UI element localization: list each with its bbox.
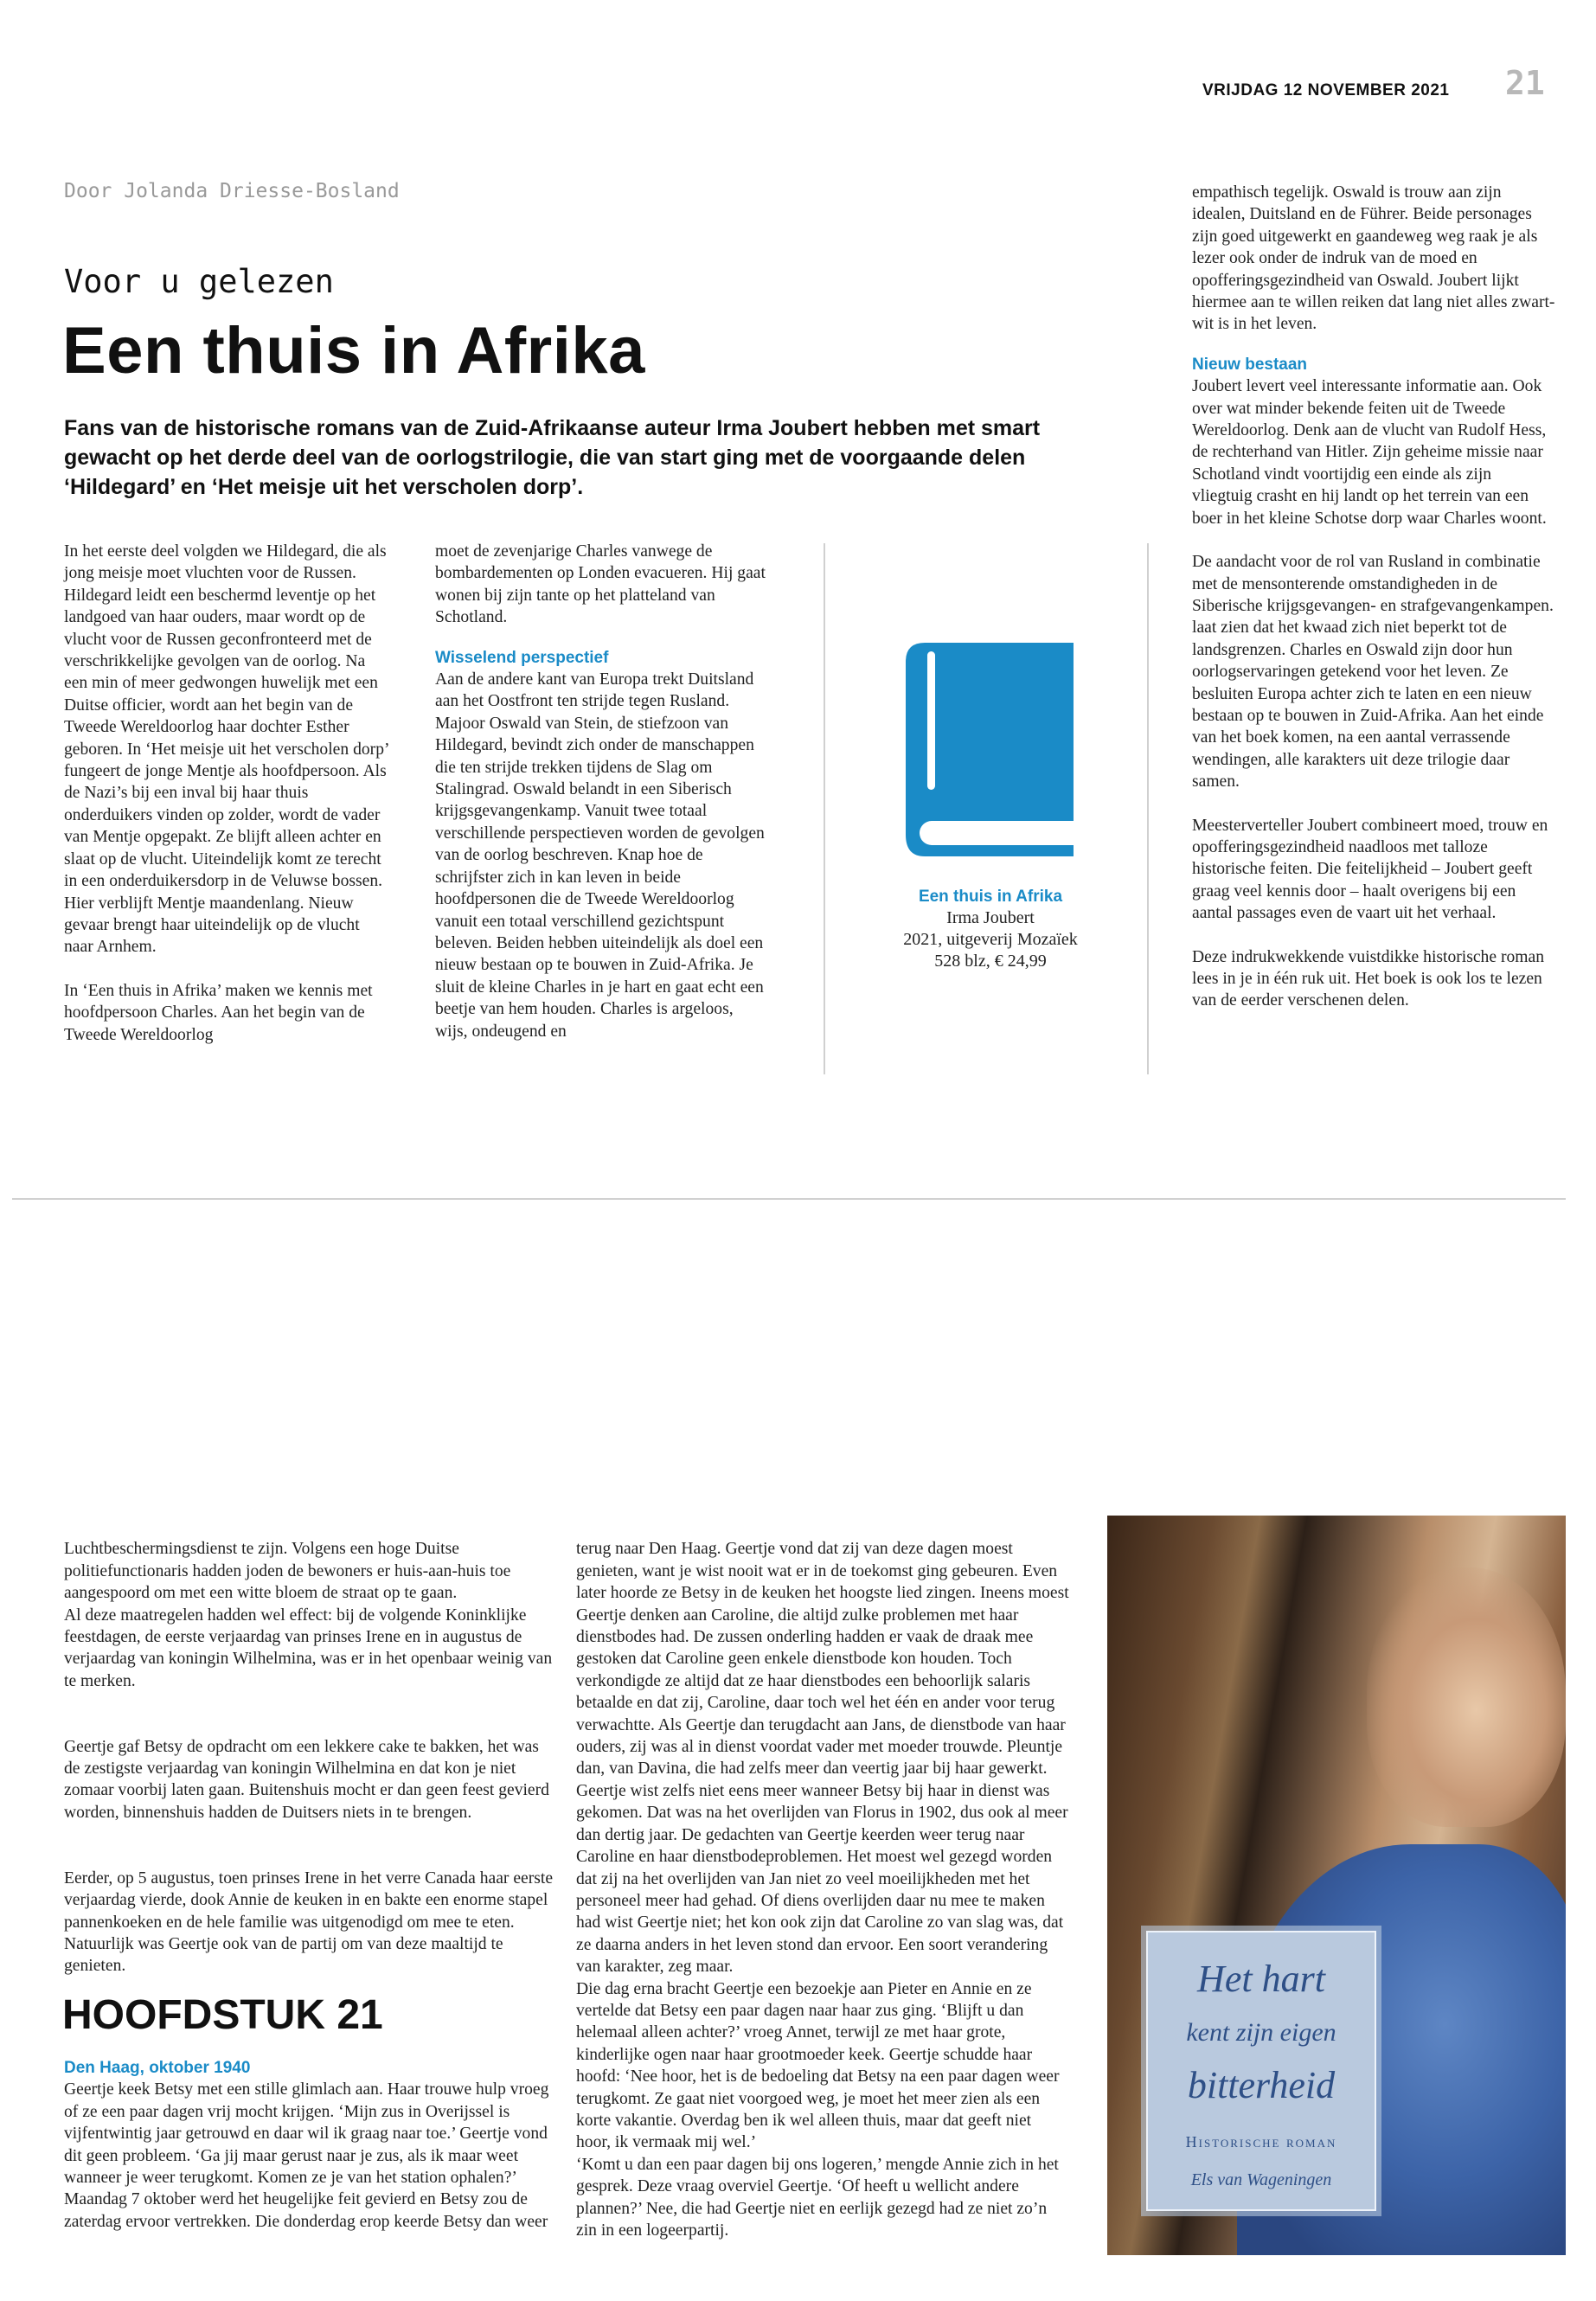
article-paragraph: In het eerste deel volgden we Hildegard, die als jong meisje moet vluchten voor de Russen. Hildegard leidt een beschermd leventje op het landgoed van haar ouders, maar wordt op de vlucht voor de Russen geconfronteerd met de verschrikkelijke gevolgen van de oorlog. Na een min of meer gedwongen huwelijk met een Duitse officier, wordt aan het begin van de Tweede Wereldoorlog haar dochter Esther geboren. In ‘Het meisje uit het verscholen dorp’ fungeert de jonge Mentje als hoofdpersoon. Als de Nazi’s bij een inval bij haar thuis onderduikers vinden op zolder, wordt de vader van Mentje opgepakt. Ze blijft alleen achter en slaat op de vlucht. Uiteindelijk komt ze terecht in een onderduikersdorp in de Veluwse bossen. Hier verblijft Mentje maandenlang. Nieuw gevaar brengt haar uiteindelijk op de vlucht naar Arnhem. (64, 542, 389, 957)
cover-title-line-1: Het hart (1197, 1958, 1325, 2000)
article-paragraph: Meesterverteller Joubert combineert moed, trouw en opofferingsgezindheid naadloos met talloze historische feiten. Die feitelijkheid – Joubert geeft graag veel kennis door – haalt overigens bij een aantal passages even de vaart uit het verhaal. (1192, 816, 1548, 923)
chapter-body (64, 2057, 557, 2233)
page-number: 21 (1505, 64, 1545, 102)
article-paragraph: moet de zevenjarige Charles vanwege de bombardementen op Londen evacueren. Hij gaat wonen bij zijn tante op het platteland van Schotland. (435, 542, 766, 627)
article-paragraph: Joubert levert veel interessante informatie aan. Ook over wat minder bekende feiten uit de Tweede Wereldoorlog. Denk aan de vlucht van Rudolf Hess, de rechterhand van Hitler. Zijn geheime missie naar Schotland vindt voortijdig een einde als zijn vliegtuig crasht en hij landt op het terrein van een boer in het kleine Schotse dorp waar Charles woont. (1192, 377, 1547, 528)
serial-paragraph: terug naar Den Haag. Geertje vond dat zij van deze dagen moest genieten, want je wist nooit wat er in de toekomst ging gebeuren. Even later hoorde ze Betsy in de keuken het hoogste lied zingen. Ineens moest Geertje denken aan Caroline, die altijd zulke problemen met haar dienstbodes had. De zussen onderling hadden er vaak de draak mee gestoken dat Caroline geen enkele dienstbode kon houden. Toch verkondigde ze altijd dat ze haar dienstbodes een behoorlijk salaris betaalde en dat zij, Caroline, daar toch wel het één en ander voor terug verwachtte. Als Geertje dan terugdacht aan Jans, de dienstbode van haar ouders, zij was al in dienst voordat vader met moeder trouwde. Pleuntje dan, van Davina, die had zelfs meer dan veertig jaar bij haar gewerkt. Geertje wist zelfs niet eens meer wanneer Betsy bij haar in dienst was gekomen. Dat was na het overlijden van Florus in 1902, dus ook al meer dan dertig jaar. De gedachten van Geertje keerden weer terug naar Caroline en haar dienstbodeproblemen. Het moest wel gezegd worden dat zij na het overlijden van Jan niet zo veel moeilijkheden met het personeel meer had gehad. Of diens overlijden daar nu mee te maken had wist Geertje niet; het kon ook zijn dat Caroline zo van slag was, dat ze daarna anders in het leven stond dan ervoor. Een soort verandering van karakter, zeg maar. Die dag erna bracht Geertje een bezoekje aan Pieter en Annie en ze vertelde dat Betsy een paar dagen naar haar zus ging. ‘Blijft u dan helemaal alleen achter?’ vroeg Annet, terwijl ze met haar grote, kinderlijke ogen naar haar grootmoeder keek. Geertje schudde haar hoofd: ‘Nee hoor, het is de bedoeling dat Betsy na een paar dagen weer terugkomt. Ze gaat niet voorgoed weg, je moet het meer zien als een korte vakantie. Overdag ben ik wel alleen thuis, maar dat geeft niet hoor, ik vermaak mij wel.’ ‘Komt u dan een paar dagen bij ons logeren,’ mengde Annie zich in het gesprek. Deze vraag overviel Geertje. ‘Of heeft u wellicht andere plannen?’ Nee, die had Geertje niet en eerlijk gezegd had ze niet zo’n zin in een logeerpartij. (576, 1540, 1069, 2240)
book-cover (1107, 1516, 1566, 2255)
serial-paragraph: Geertje gaf Betsy de opdracht om een lekkere cake te bakken, het was de zestigste verjaardag van koningin Wilhelmina en dat kon je niet zomaar voorbij laten gaan. Buitenshuis mocht er dan geen feest gevierd worden, binnenshuis hadden de Duitsers niets in te brengen. (64, 1737, 549, 1822)
column-divider (1147, 543, 1149, 1074)
subhead-nieuw-bestaan: Nieuw bestaan (1192, 355, 1308, 374)
article-paragraph: In ‘Een thuis in Afrika’ maken we kennis met hoofdpersoon Charles. Aan het begin van de Tweede Wereldoorlog (64, 981, 373, 1044)
serial-column-middle (576, 1516, 1069, 2264)
article-paragraph: empathisch tegelijk. Oswald is trouw aan zijn idealen, Duitsland en de Führer. Beide personages zijn goed uitgewerkt en gaandeweg weg raak je als lezer ook onder de indruk van de moed en opofferingsgezindheid van Oswald. Joubert lijkt hiermee aan te willen reiken dat lang niet alles zwart-wit is in het leven. (1192, 183, 1555, 334)
kicker: Voor u gelezen (64, 263, 334, 300)
page-date: VRIJDAG 12 NOVEMBER 2021 (1202, 81, 1450, 99)
cover-author: Els van Wageningen (1190, 2170, 1332, 2189)
article-column-4 (1192, 182, 1555, 1012)
cover-figure (1367, 1567, 1566, 1827)
book-info-price: 528 blz, € 24,99 (934, 952, 1047, 971)
cover-genre: Historische roman (1185, 2133, 1337, 2150)
article-paragraph: Deze indrukwekkende vuistdikke historische roman lees in je in één ruk uit. Het boek is ook los te lezen van de eerder verschenen delen. (1192, 947, 1545, 1010)
article-paragraph: Aan de andere kant van Europa trekt Duitsland aan het Oostfront ten strijde tegen Rusland. Majoor Oswald van Stein, de stiefzoon van Hildegard, bevindt zich onder de manschappen die ten strijde trekken tijdens de Slag om Stalingrad. Oswald belandt in een Siberisch krijgsgevangenkamp. Vanuit twee totaal verschillende perspectieven worden de gevolgen van de oorlog beschreven. Knap hoe de schrijfster zich in kan leven in beide hoofdpersonen die de Tweede Wereldoorlog vanuit een totaal verschillend gezichtspunt beleven. Beiden hebben uiteindelijk als doel een nieuw bestaan op te bouwen in Zuid-Afrika. Je sluit de kleine Charles in je hart en gaat echt een beetje van hem houden. Charles is argeloos, wijs, ondeugend en (435, 670, 765, 1041)
article-column-1 (64, 541, 393, 1046)
book-info-publisher: 2021, uitgeverij Mozaïek (903, 930, 1078, 950)
book-icon (906, 643, 1074, 856)
chapter-subhead: Den Haag, oktober 1940 (64, 2059, 251, 2077)
byline: Door Jolanda Driesse-Bosland (64, 180, 400, 202)
cover-title-line-2: kent zijn eigen (1186, 2018, 1336, 2047)
book-info-title: Een thuis in Afrika (918, 888, 1063, 906)
subhead-wisselend-perspectief: Wisselend perspectief (435, 648, 609, 667)
column-divider (824, 543, 825, 1074)
serial-paragraph: Luchtbeschermingsdienst te zijn. Volgens een hoge Duitse politiefunctionaris hadden joden de bewoners er huis-aan-huis toe aangespoord om met een witte bloem de straat op te gaan. Al deze maatregelen hadden wel effect: bij de volgende Koninklijke feestdagen, de eerste verjaardag van prinses Irene en in augustus de verjaardag van koningin Wilhelmina, was er in het openbaar weinig van te merken. (64, 1540, 553, 1690)
chapter-title: HOOFDSTUK 21 (62, 1992, 383, 2038)
article-column-2 (435, 541, 767, 1042)
cover-title-panel (1146, 1931, 1376, 2211)
book-info-author: Irma Joubert (946, 908, 1035, 928)
lead: Fans van de historische romans van de Zuid-Afrikaanse auteur Irma Joubert hebben met smart gewacht op het derde deel van de oorlogstrilogie, die van start ging met de voorgaande delen ‘Hildegard’ en ‘Het meisje uit het verscholen dorp’. (64, 416, 1041, 499)
serial-paragraph: Geertje keek Betsy met een stille glimlach aan. Haar trouwe hulp vroeg of ze een paar dagen vrij mocht krijgen. ‘Mijn zus in Overijssel is vijfentwintig jaar getrouwd en daar wil ik graag naar toe.’ Geertje vond dit geen probleem. ‘Ga jij maar gerust naar je zus, als ik maar weet wanneer je weer terugkomt. Komen ze je van het station ophalen?’ Maandag 7 oktober werd het heugelijke feit gevierd en Betsy zou de zaterdag ervoor vertrekken. Die donderdag erop keerde Betsy dan weer (64, 2080, 549, 2231)
book-info-box (865, 886, 1116, 972)
serial-column-left (64, 1516, 557, 1999)
section-divider (12, 1198, 1566, 1200)
serial-paragraph: Eerder, op 5 augustus, toen prinses Irene in het verre Canada haar eerste verjaardag vierde, dook Annie de keuken in en bakte een enorme stapel pannenkoeken en de hele familie was uitgenodigd om mee te eten. Natuurlijk was Geertje ook van de partij om van deze maaltijd te genieten. (64, 1868, 554, 1976)
cover-title-line-3: bitterheid (1187, 2064, 1336, 2106)
headline: Een thuis in Afrika (62, 314, 645, 388)
article-paragraph: De aandacht voor de rol van Rusland in combinatie met de mensonterende omstandigheden in de Siberische krijgsgevangen- en strafgevangenkampen. laat zien dat het kwaad zich niet beperkt tot de landsgrenzen. Charles en Oswald zijn door hun oorlogservaringen getekend voor het leven. Ze besluiten Europa achter zich te laten en een nieuw bestaan op te bouwen in Zuid-Afrika. Aan het einde van het boek komen, na een aantal verrassende wendingen, alle karakters uit deze trilogie daar samen. (1192, 553, 1554, 792)
